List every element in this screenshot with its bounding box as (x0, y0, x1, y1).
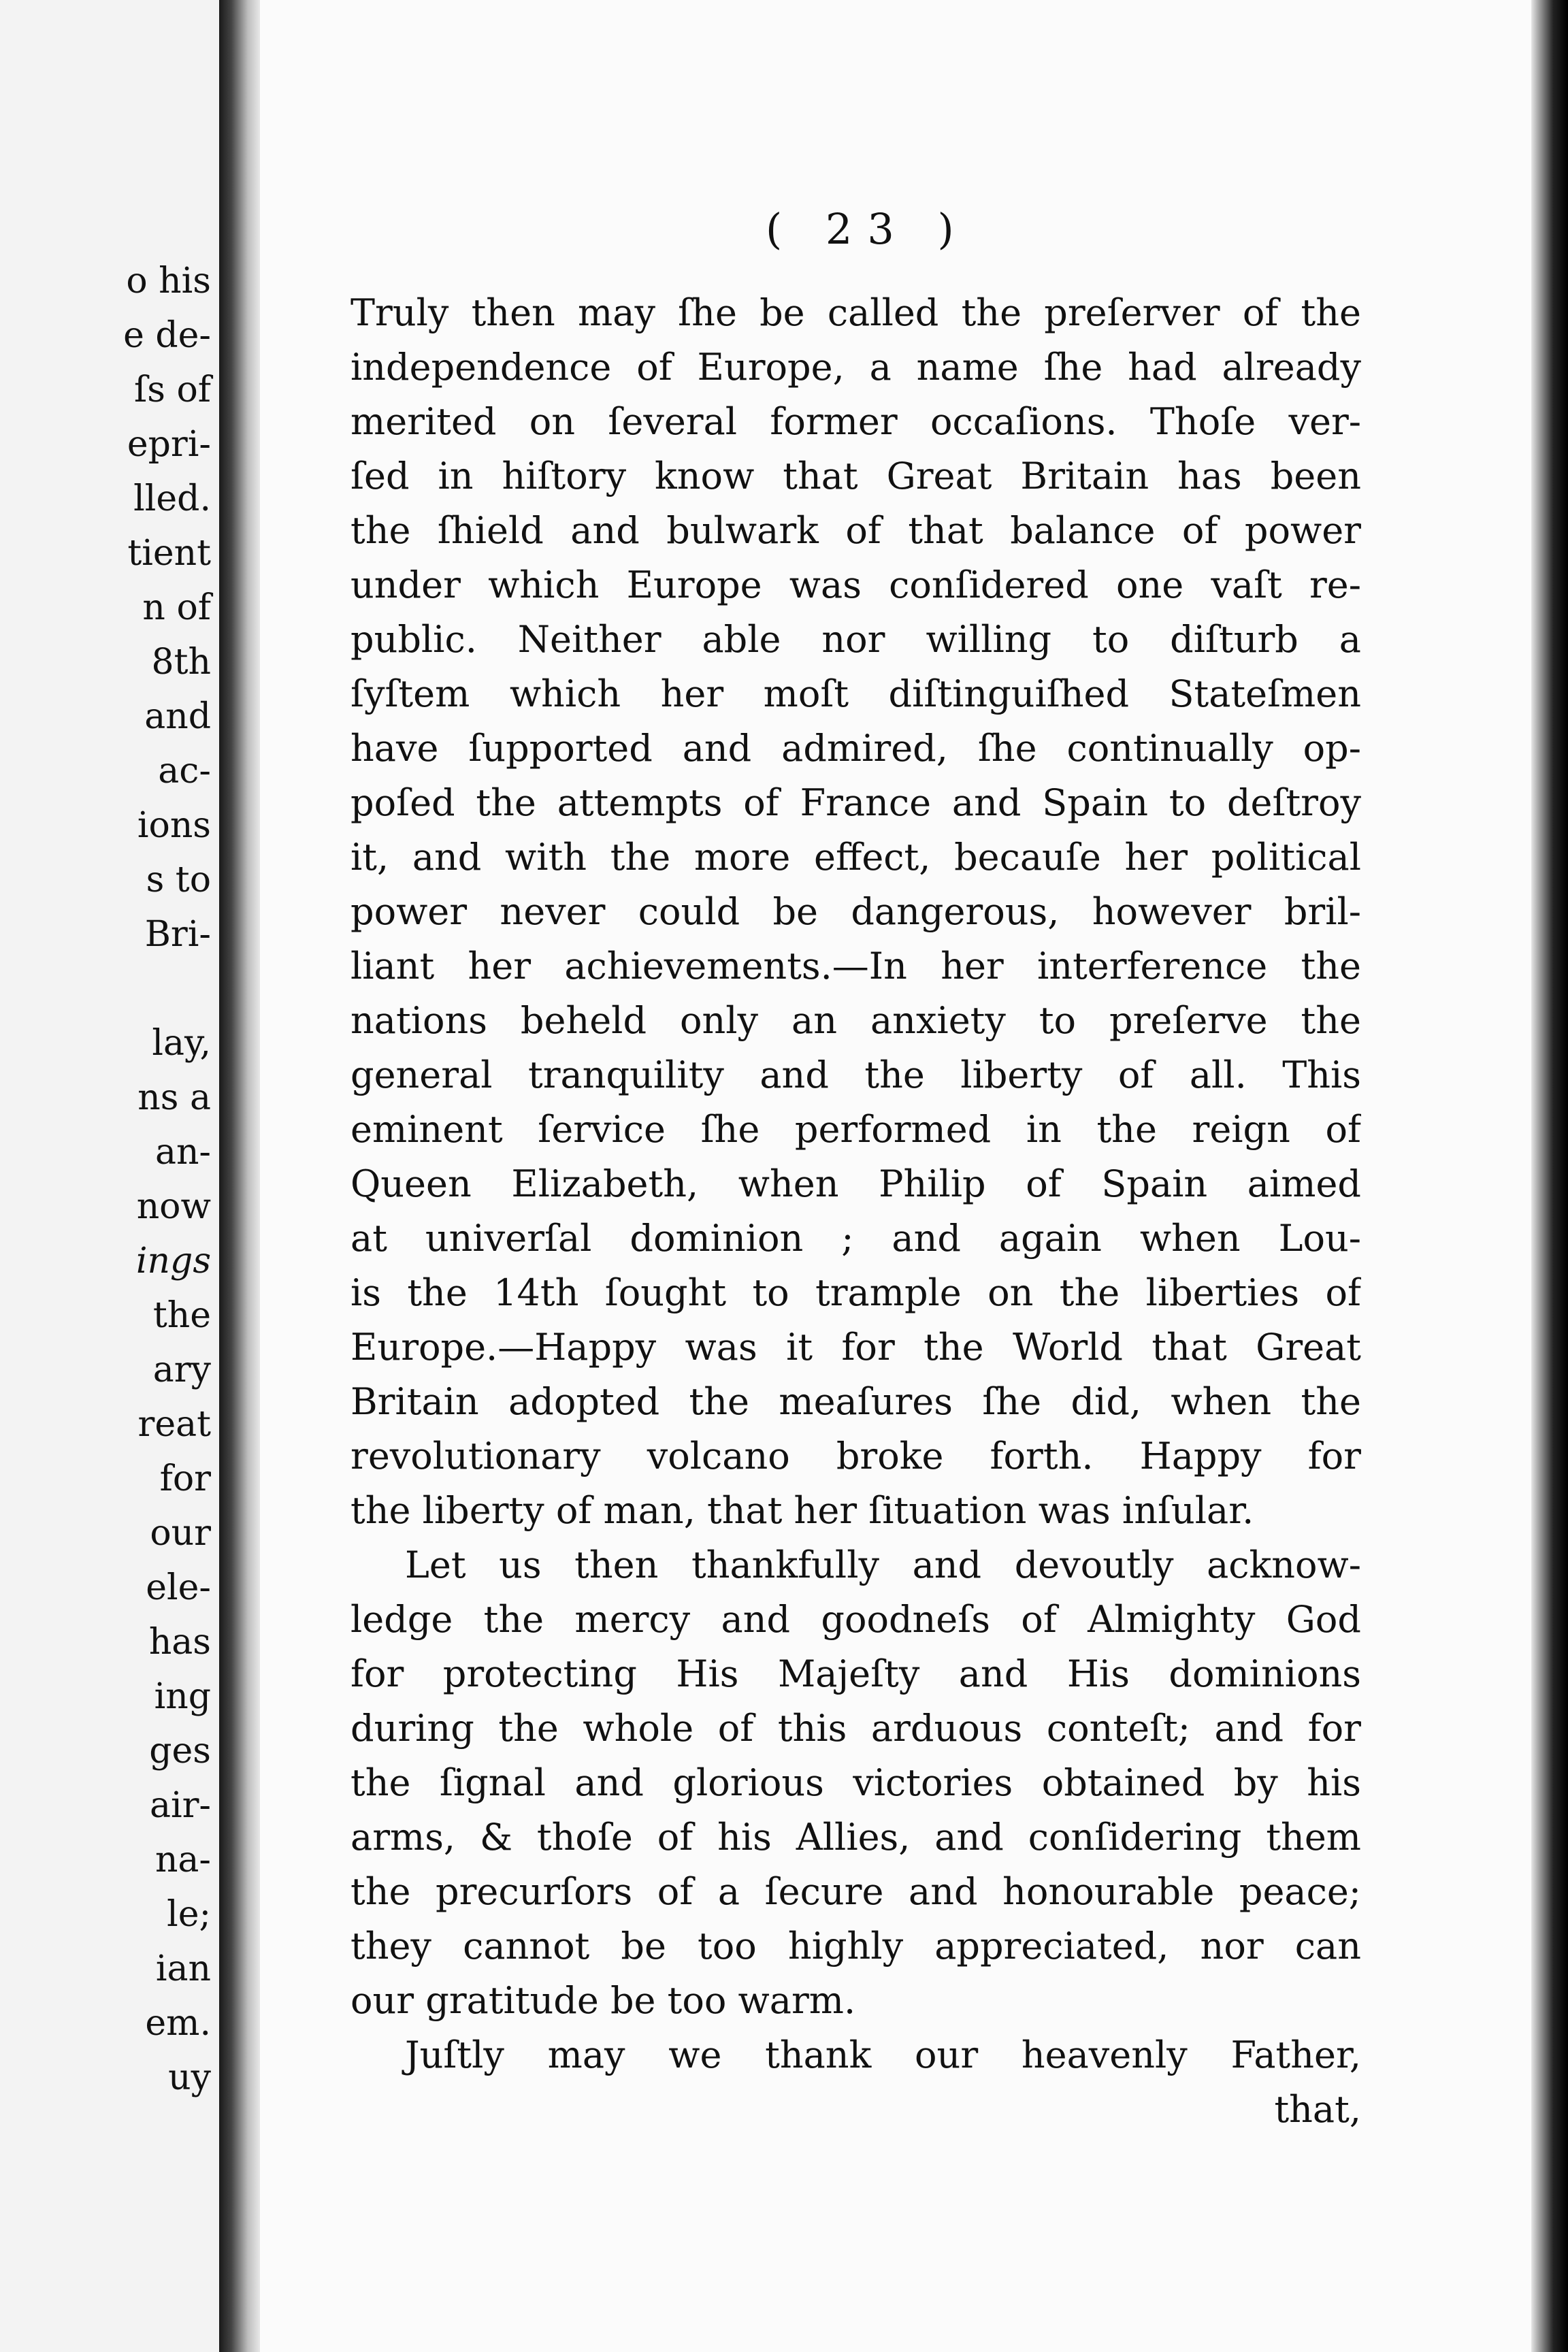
fragment-line: has (148, 1622, 211, 1663)
fragment-line: lay, (152, 1023, 211, 1064)
fragment-line: s to (146, 860, 211, 900)
text-line: power never could be dangerous, however bril- (350, 890, 1361, 933)
fragment-line: ſs of (133, 370, 211, 410)
fragment-line: e de- (123, 315, 211, 356)
text-line: ſyſtem which her moſt diſtinguiſhed Stateſmen (350, 672, 1361, 715)
text-line: independence of Europe, a name ſhe had already (350, 346, 1361, 389)
page-number: ( 23 ) (766, 204, 969, 254)
text-line: arms, & thoſe of his Allies, and conſidering them (350, 1816, 1361, 1859)
fragment-line: air- (149, 1785, 211, 1826)
text-line: they cannot be too highly appreciated, nor can (350, 1925, 1361, 1967)
fragment-line: and (144, 696, 211, 737)
text-line: public. Neither able nor willing to diſturb a (350, 618, 1361, 661)
text-line: nations beheld only an anxiety to preſerve the (350, 999, 1361, 1042)
fragment-line: tient (127, 533, 211, 574)
text-line: the precurſors of a ſecure and honourable peace; (350, 1870, 1361, 1913)
text-line: revolutionary volcano broke forth. Happy for (350, 1435, 1361, 1477)
text-line: Truly then may ſhe be called the preſerver of the (350, 291, 1361, 334)
text-line: Queen Elizabeth, when Philip of Spain aimed (350, 1162, 1361, 1205)
text-line: Europe.—Happy was it for the World that Great (350, 1326, 1361, 1369)
fragment-line: epri- (127, 424, 211, 465)
text-line: our gratitude be too warm. (350, 1979, 856, 2022)
text-line: ſed in hiſtory know that Great Britain has been (350, 455, 1361, 497)
text-line: Britain adopted the meaſures ſhe did, when the (350, 1380, 1361, 1423)
text-line: the liberty of man, that her ſituation was inſular. (350, 1489, 1254, 1532)
text-line: is the 14th ſought to trample on the liberties of (350, 1271, 1361, 1314)
fragment-line: ac- (158, 751, 211, 791)
fragment-line: n of (142, 587, 211, 628)
fragment-line: lled. (133, 478, 211, 519)
fragment-line: ing (154, 1676, 211, 1717)
fragment-line: the (152, 1295, 211, 1336)
fragment-line: ele- (146, 1567, 211, 1608)
fragment-line: ings (135, 1241, 211, 1281)
text-line: it, and with the more effect, becauſe her political (350, 836, 1361, 879)
text-line: have ſupported and admired, ſhe continually op- (350, 727, 1361, 770)
fragment-line: o his (126, 261, 211, 301)
fragment-line: our (150, 1513, 211, 1554)
text-line: eminent ſervice ſhe performed in the reign of (350, 1108, 1361, 1151)
previous-page-edge (0, 0, 219, 2352)
book-gutter-shadow (219, 0, 260, 2352)
text-line: Juſtly may we thank our heavenly Father, (405, 2034, 1361, 2076)
fragment-line: now (136, 1186, 211, 1227)
text-line: the ſhield and bulwark of that balance of power (350, 509, 1361, 552)
page-right-edge (1531, 0, 1568, 2352)
fragment-line: 8th (151, 642, 211, 683)
fragment-line: na- (154, 1840, 211, 1880)
text-line: liant her achievements.—In her interference the (350, 945, 1361, 987)
fragment-line: uy (168, 2057, 211, 2098)
text-line: poſed the attempts of France and Spain to deſtroy (350, 781, 1361, 824)
fragment-line: ns a (137, 1077, 211, 1118)
catchword: that, (1274, 2088, 1361, 2131)
fragment-line: ges (149, 1731, 211, 1771)
fragment-line: le; (167, 1894, 211, 1935)
text-line: general tranquility and the liberty of all. This (350, 1054, 1361, 1096)
text-line: ledge the mercy and goodneſs of Almighty God (350, 1598, 1361, 1641)
text-line: during the whole of this arduous conteſt; and for (350, 1707, 1361, 1750)
fragment-line (0, 963, 219, 1017)
page-body-text (350, 286, 1361, 2137)
fragment-line: reat (137, 1404, 211, 1445)
fragment-line: for (159, 1458, 211, 1499)
text-line: merited on ſeveral former occaſions. Thoſe ver- (350, 400, 1361, 443)
text-line: for protecting His Majeſty and His dominions (350, 1652, 1361, 1695)
fragment-line: ary (152, 1350, 211, 1390)
fragment-line: ions (137, 805, 211, 846)
text-line: at univerſal dominion ; and again when Lou- (350, 1217, 1361, 1260)
fragment-line: an- (154, 1132, 211, 1173)
text-line: the ſignal and glorious victories obtained by his (350, 1761, 1361, 1804)
fragment-line: Bri- (144, 914, 211, 955)
previous-page-text-fragments (0, 255, 219, 2106)
text-line: under which Europe was conſidered one vaſt re- (350, 564, 1361, 606)
text-line: Let us then thankfully and devoutly acknow- (405, 1544, 1361, 1586)
fragment-line: em. (145, 2003, 211, 2044)
fragment-line: ian (155, 1948, 211, 1989)
